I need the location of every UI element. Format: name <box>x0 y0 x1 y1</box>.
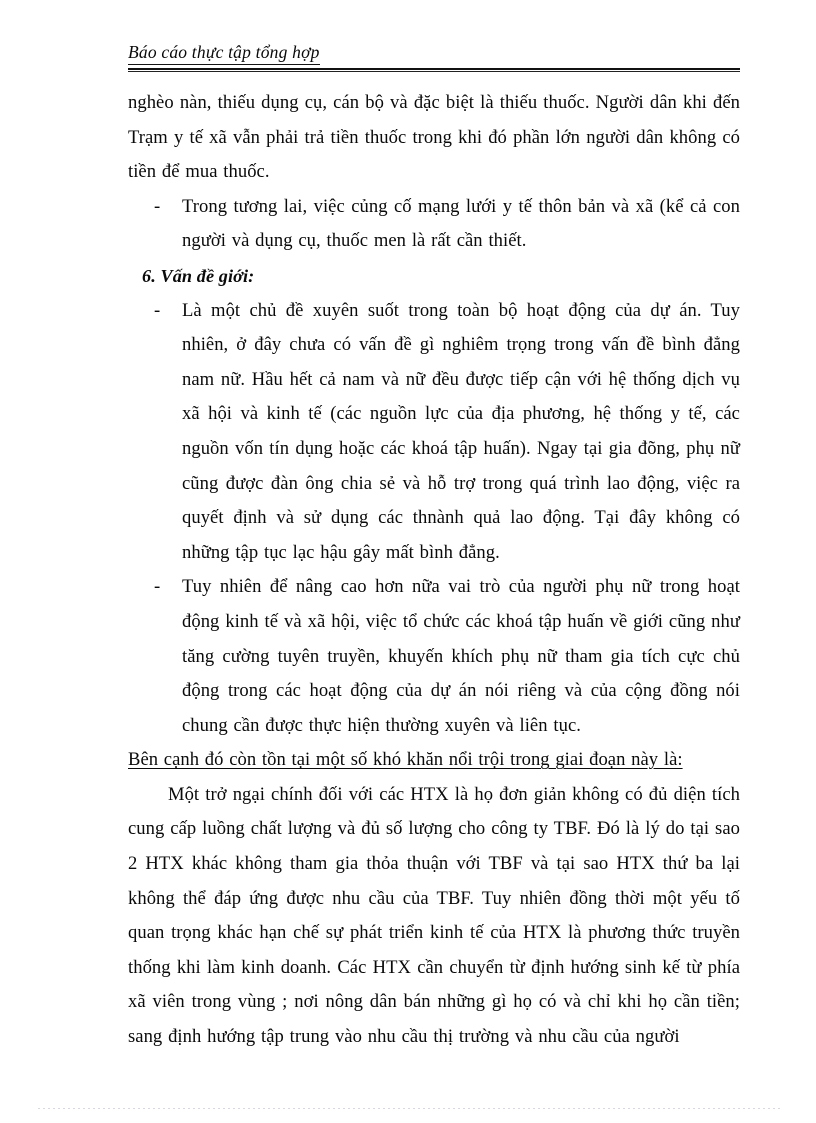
underlined-lead-in-text: Bên cạnh đó còn tồn tại một số khó khăn nổi trội trong giai đoạn này là: <box>128 749 683 771</box>
paragraph-continuation: nghèo nàn, thiếu dụng cụ, cán bộ và đặc biệt là thiếu thuốc. Người dân khi đến Trạm y tế xã vẫn phải trả tiền thuốc trong khi đó phần lớn người dân không có tiền để mua thuốc. <box>128 92 740 183</box>
header-title: Báo cáo thực tập tổng hợp <box>128 42 320 65</box>
section-heading-6: 6. Vấn đề giới: <box>142 265 255 286</box>
list-item-text: Tuy nhiên để nâng cao hơn nữa vai trò của người phụ nữ trong hoạt động kinh tế và xã hội, việc tổ chức các khoá tập huấn về giới cũng như tăng cường tuyên truyền, khuyến khích phụ nữ tham gia tích cực chủ động trong các hoạt động của dự án nói riêng và của cộng đồng nói chung cần được thực hiện thường xuyên và liên tục. <box>182 576 740 736</box>
list-item <box>128 190 740 259</box>
page-header <box>128 42 740 65</box>
underlined-lead-in <box>128 743 740 778</box>
list-item <box>128 570 740 743</box>
paragraph-body: Một trở ngại chính đối với các HTX là họ đơn giản không có đủ diện tích cung cấp luồng chất lượng và đủ số lượng cho công ty TBF. Đó là lý do tại sao 2 HTX khác không tham gia thỏa thuận với TBF và tại sao HTX thứ ba lại không thể đáp ứng được nhu cầu của TBF. Tuy nhiên đồng thời một yếu tố quan trọng khác hạn chế sự phát triển kinh tế của HTX là phương thức truyền thống khi làm kinh doanh. Các HTX cần chuyển từ định hướng sinh kế từ phía xã viên trong vùng ; nơi nông dân bán những gì họ có và chỉ khi họ cần tiền; sang định hướng tập trung vào nhu cầu thị trường và nhu cầu của người <box>128 783 740 1048</box>
page-body <box>128 86 740 1055</box>
dash-bullet-icon: - <box>154 576 161 598</box>
scan-artifact-line <box>38 1108 780 1109</box>
dash-bullet-icon: - <box>154 195 161 217</box>
header-rule-thin <box>128 71 740 72</box>
header-rule-group <box>128 68 740 72</box>
list-item-text: Trong tương lai, việc củng cố mạng lưới y tế thôn bản và xã (kể cả con người và dụng cụ, thuốc men là rất cần thiết. <box>182 195 740 252</box>
list-item <box>128 294 740 571</box>
dash-bullet-icon: - <box>154 299 161 321</box>
list-item-text: Là một chủ đề xuyên suốt trong toàn bộ hoạt động của dự án. Tuy nhiên, ở đây chưa có vấn đề gì nghiêm trọng trong vấn đề bình đẳng nam nữ. Hầu hết cả nam và nữ đều được tiếp cận với hệ thống dịch vụ xã hội và kinh tế (các nguồn lực của địa phương, hệ thống y tế, các nguồn vốn tín dụng hoặc các khoá tập huấn). Ngay tại gia đõng, phụ nữ cũng được đàn ông chia sẻ và hỗ trợ trong quá trình lao động, việc ra quyết định và sử dụng các thnành quả lao động. Tại đây không có những tập tục lạc hậu gây mất bình đẳng. <box>182 299 740 563</box>
